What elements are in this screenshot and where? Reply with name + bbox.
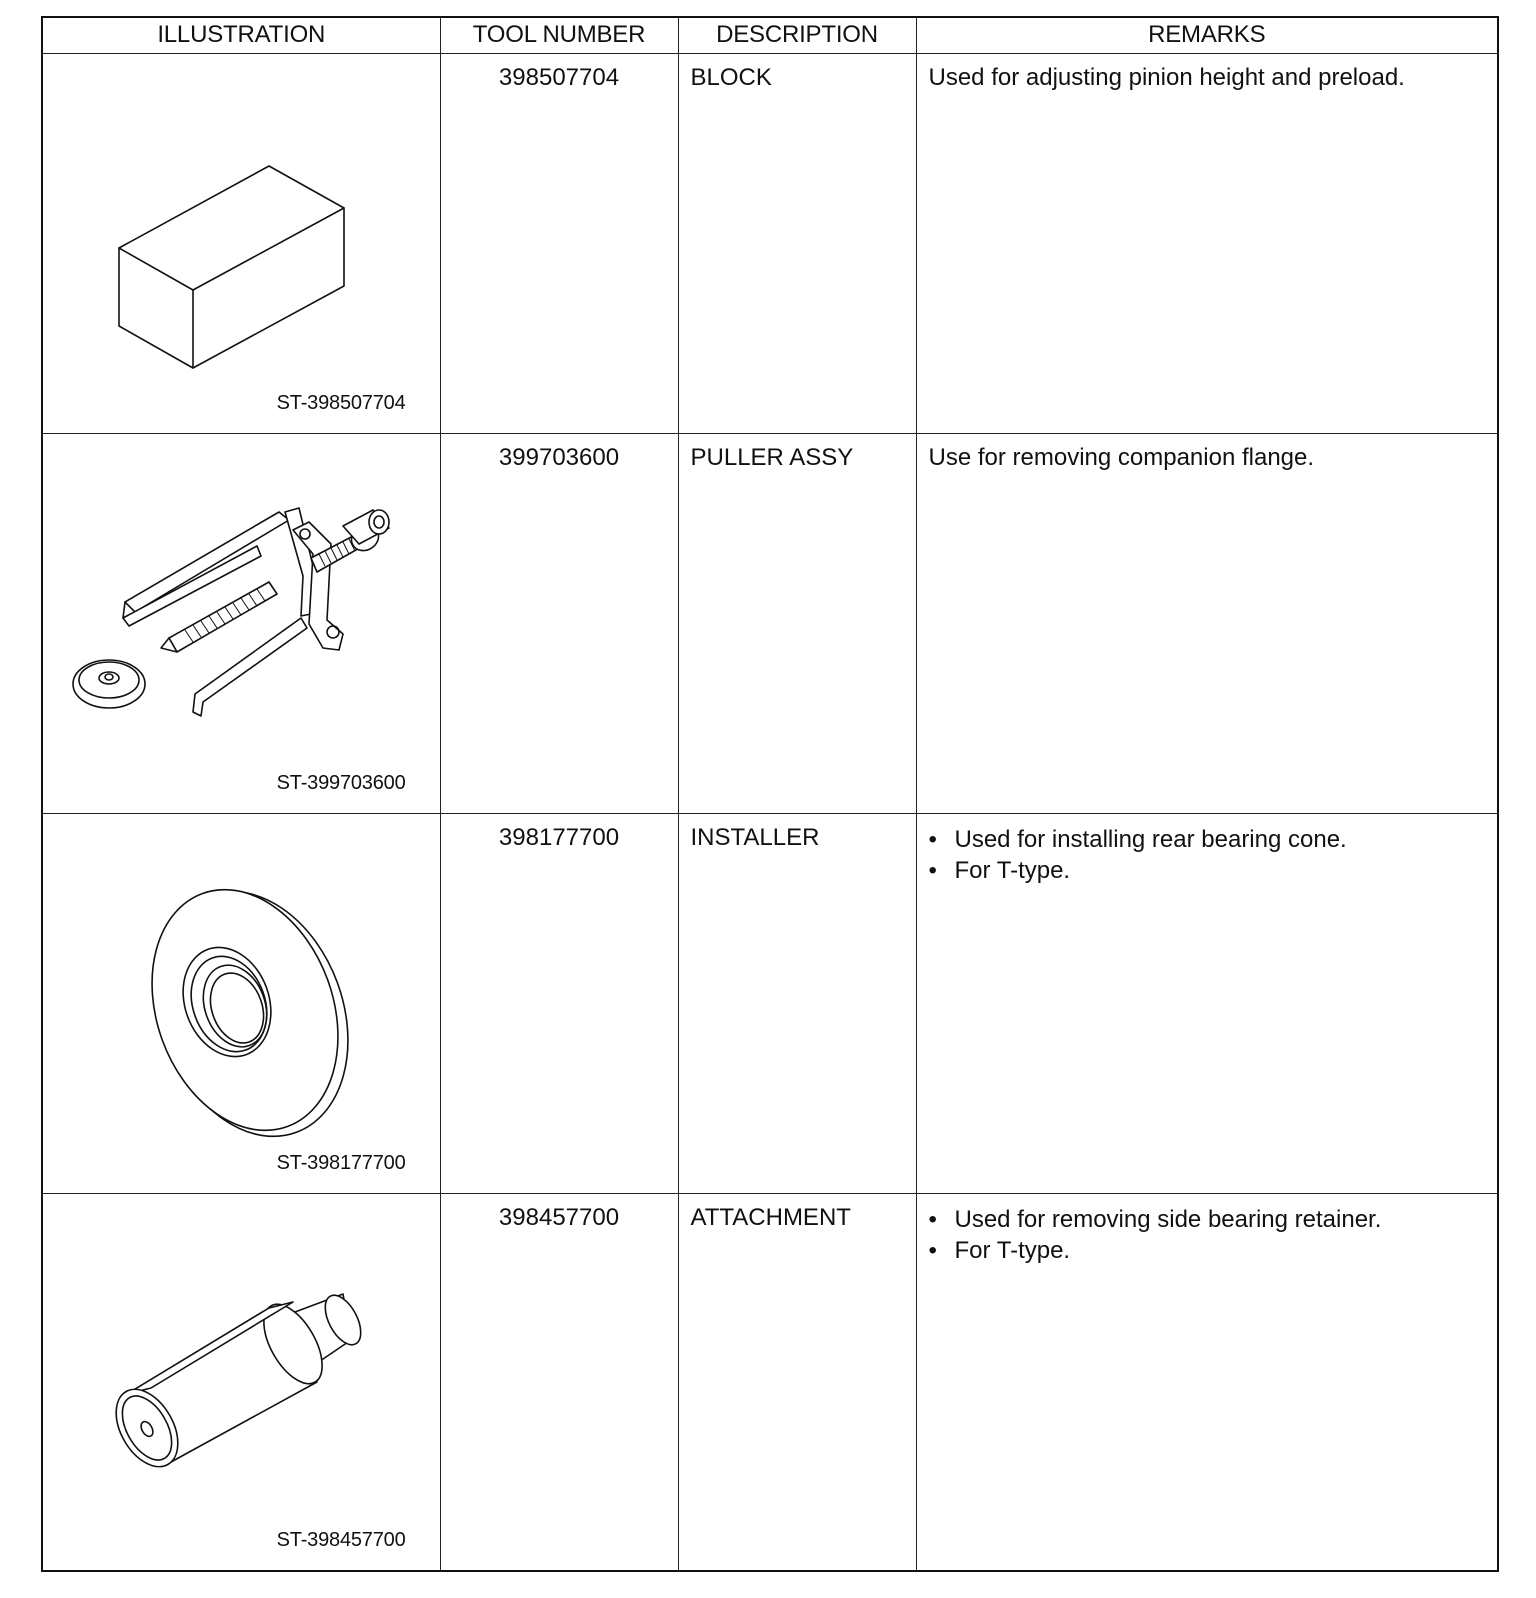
illustration-cell (42, 813, 440, 1193)
table-row (42, 433, 1498, 813)
tool-remarks (916, 1193, 1498, 1571)
tool-number: 398457700 (440, 1193, 678, 1571)
header-remarks: REMARKS (916, 17, 1498, 53)
remarks-list (929, 824, 1498, 886)
table-row (42, 1193, 1498, 1571)
remark-text: Use for removing companion flange. (928, 443, 1315, 471)
header-illustration: ILLUSTRATION (42, 17, 440, 53)
tool-description: BLOCK (678, 53, 916, 433)
attachment-drawing-icon (43, 1194, 439, 1572)
illustration-cell (42, 433, 440, 813)
remark-item: • For T-type. (929, 1235, 1498, 1266)
tool-number: 398507704 (440, 53, 678, 433)
special-tools-table (41, 16, 1499, 1572)
illustration-code: ST-398507704 (276, 391, 406, 414)
table-row (42, 813, 1498, 1193)
illustration-code: ST-399703600 (276, 771, 406, 794)
remark-text: Used for adjusting pinion height and preload. (928, 63, 1405, 91)
tool-remarks (916, 813, 1498, 1193)
installer-drawing-icon (43, 814, 439, 1192)
illustration-code: ST-398457700 (276, 1529, 406, 1551)
tool-number: 398177700 (440, 813, 678, 1193)
remark-item: • Used for removing side bearing retainer. (929, 1204, 1498, 1235)
block-drawing-icon (43, 54, 439, 432)
header-tool-number: TOOL NUMBER (440, 17, 678, 53)
remark-item: • Used for installing rear bearing cone. (929, 824, 1498, 855)
tool-description: INSTALLER (678, 813, 916, 1193)
table-row (42, 53, 1498, 433)
illustration-code: ST-398177700 (276, 1151, 406, 1174)
illustration-cell (42, 1193, 440, 1571)
remark-item: • For T-type. (929, 855, 1498, 886)
tool-description: ATTACHMENT (678, 1193, 916, 1571)
tool-remarks (916, 433, 1498, 813)
tool-remarks (916, 53, 1498, 433)
illustration-cell (42, 53, 440, 433)
tool-number: 399703600 (440, 433, 678, 813)
tool-description: PULLER ASSY (678, 433, 916, 813)
remarks-list (929, 1204, 1498, 1266)
header-row (42, 17, 1498, 53)
header-description: DESCRIPTION (678, 17, 916, 53)
puller-assy-drawing-icon (43, 434, 439, 812)
